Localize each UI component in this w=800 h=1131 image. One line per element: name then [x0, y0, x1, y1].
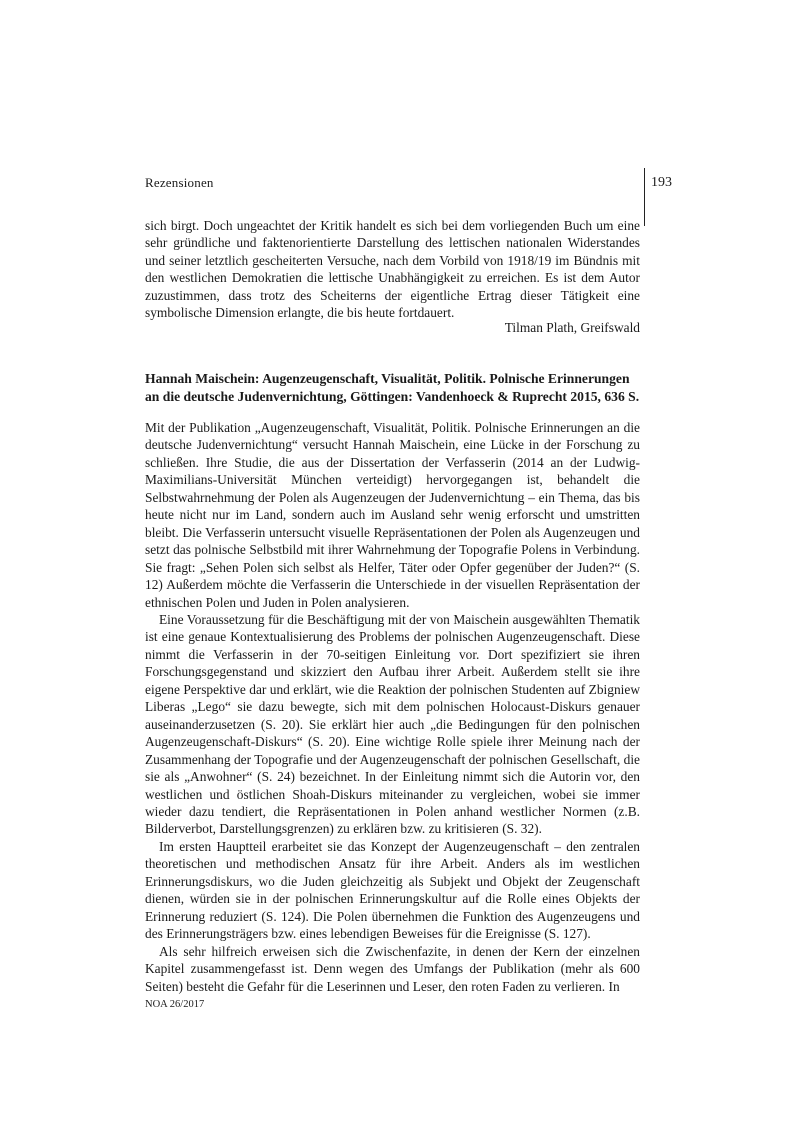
review-title: Hannah Maischein: Augenzeugenschaft, Visualität, Politik. Polnische Erinnerungen an die deutsche Judenvernichtung, Göttingen: Vandenhoeck & Ruprecht 2015, 636 S. [145, 371, 640, 404]
paragraph-2: Eine Voraussetzung für die Beschäftigung mit der von Maischein ausgewählten Thematik ist eine genaue Kontextualisierung des Problems der polnischen Augenzeugenschaft. Diese nimmt die Verfasserin in der 70-seitigen Einleitung vor. Dort spezifiziert sie ihren Forschungsgegenstand und skizziert den Aufbau ihrer Arbeit. Außerdem stellt sie ihre eigene Perspektive dar und erklärt, wie die Reaktion der polnischen Studenten auf Zbigniew Liberas „Lego“ sie dazu bewegte, sich mit dem polnischen Holocaust-Diskurs genauer auseinanderzusetzen (S. 20). Sie erklärt hier auch „die Bedingungen für den polnischen Augenzeugenschaft-Diskurs“ (S. 20). Eine wichtige Rolle spiele ihrer Meinung nach der Zusammenhang der Topografie und der Augenzeugenschaft der polnischen Gesellschaft, die sie als „Anwohner“ (S. 24) bezeichnet. In der Einleitung nimmt sich die Autorin vor, den westlichen und östlichen Shoah-Diskurs miteinander zu vergleichen, wobei sie immer wieder dazu tendiert, die Repräsentationen in Polen anhand westlicher Normen (z.B. Bilderverbot, Darstellungsgrenzen) zu erklären bzw. zu kritisieren (S. 32). [145, 611, 640, 837]
page-number: 193 [651, 175, 672, 190]
review-body [145, 419, 640, 995]
running-header: Rezensionen [145, 175, 214, 190]
reviewer-signature: Tilman Plath, Greifswald [504, 320, 640, 335]
paragraph-1: Mit der Publikation „Augenzeugenschaft, Visualität, Politik. Polnische Erinnerungen an die deutsche Judenvernichtung“ versucht Hannah Maischein, eine Lücke in der Forschung zu schließen. Ihre Studie, die aus der Dissertation der Verfasserin (2014 an der Ludwig-Maximilians-Universität München verteidigt) hervorgegangen ist, behandelt die Selbstwahrnehmung der Polen als Augenzeugen der Judenvernichtung – ein Thema, das bis heute nicht nur im Land, sondern auch im Ausland sehr wenig erforscht und umstritten bleibt. Die Verfasserin untersucht visuelle Repräsentationen der Polen als Augenzeugen und setzt das polnische Selbstbild mit ihrer Wahrnehmung der Topografie Polens in Verbindung. Sie fragt: „Sehen Polen sich selbst als Helfer, Täter oder Opfer gegenüber der Juden?“ (S. 12) Außerdem möchte die Verfasserin die Unterschiede in der visuellen Repräsentation der ethnischen Polen und Juden in Polen analysieren. [145, 420, 640, 610]
previous-review-ending [145, 217, 640, 322]
paragraph-4: Als sehr hilfreich erweisen sich die Zwischenfazite, in denen der Kern der einzelnen Kapitel zusammengefasst ist. Denn wegen des Umfangs der Publikation (mehr als 600 Seiten) besteht die Gefahr für die Leserinnen und Leser, den roten Faden zu verlieren. In [145, 943, 640, 994]
paragraph-3: Im ersten Hauptteil erarbeitet sie das Konzept der Augenzeugenschaft – den zentralen theoretischen und methodischen Ansatz für ihre Arbeit. Anders als im westlichen Erinnerungsdiskurs, wo die Juden gleichzeitig als Subjekt und Objekt der Zeugenschaft dienen, würden sie in der polnischen Erinnerungskultur auf die Rolle eines Objekts der Erinnerung reduziert (S. 124). Die Polen übernehmen die Funktion des Augenzeugens und des Erinnerungsträgers bzw. eines lebendigen Beweises für die Ereignisse (S. 127). [145, 838, 640, 942]
header-rule [644, 168, 645, 226]
previous-review-text: sich birgt. Doch ungeachtet der Kritik handelt es sich bei dem vorliegenden Buch um eine sehr gründliche und faktenorientierte Darstellung des lettischen nationalen Widerstandes und seiner letztlich gescheiterten Versuche, nach dem Vorbild von 1918/19 im Bündnis mit den westlichen Demokratien die lettische Unabhängigkeit zu erreichen. Es ist dem Autor zuzustimmen, dass trotz des Scheiterns der eigentliche Ertrag dieser Tätigkeit eine symbolische Dimension erlangte, die bis heute fortdauert. [145, 218, 640, 321]
journal-footer: NOA 26/2017 [145, 999, 205, 1010]
